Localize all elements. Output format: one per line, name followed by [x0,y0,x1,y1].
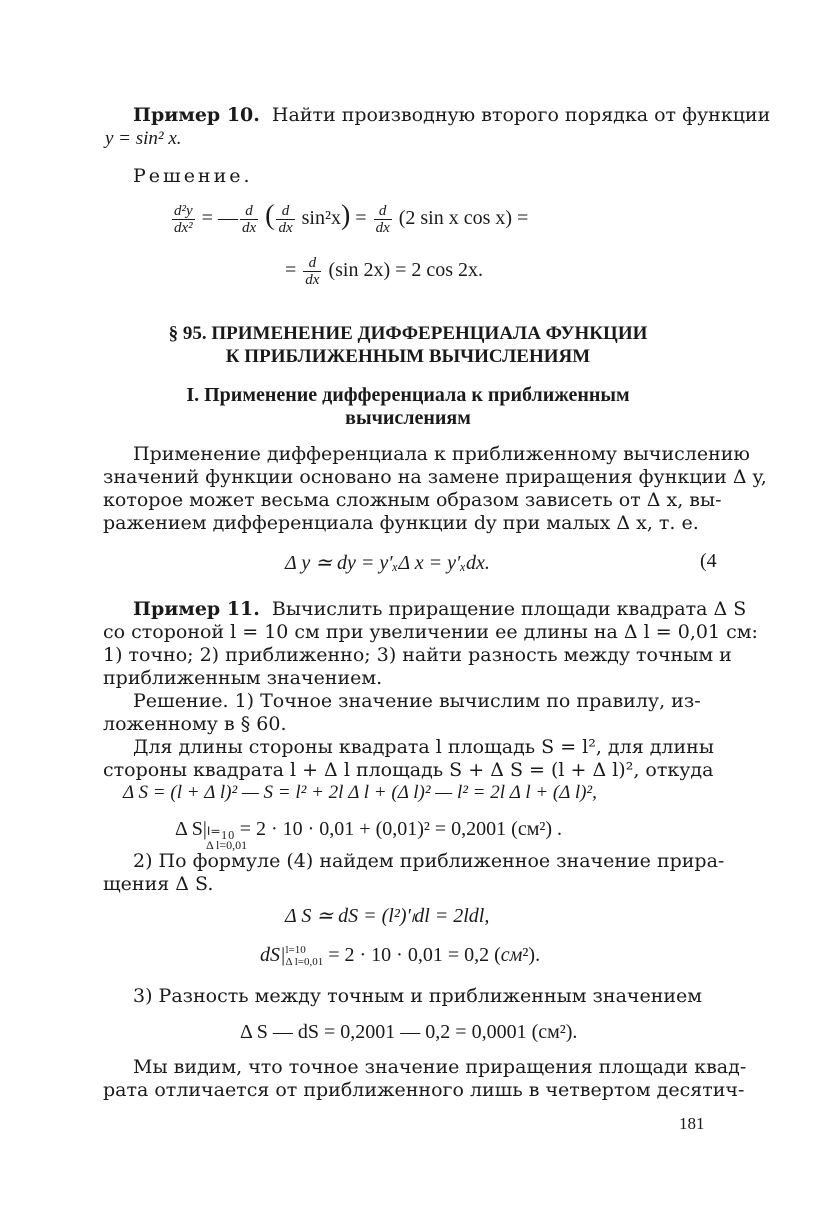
intro-line1: Применение дифференциала к приближенному вычислению [133,443,750,465]
example11-difference: Δ S — dS = 0,2001 — 0,2 = 0,0001 (см²). [240,1021,578,1043]
example11-exact-subscript: Δ l=0,01 [206,838,248,852]
equation-second-derivative-cont: = $\frac{d}{dx}$ (sin 2x) = 2 cos 2x. [285,255,484,288]
example11-line4: приближенным значением. [103,667,383,689]
fraction-d-dx: $\frac{d}{dx}$ [241,202,257,236]
closing-line2: рата отличается от приближенного лишь в четвертом десятич- [103,1079,745,1101]
example10-text1: Найти производную второго порядка от функции [271,104,771,126]
example11-text1: Вычислить приращение площади квадрата Δ S [271,598,747,620]
intro-line2: значений функции основано на замене приращения функции Δ y, [103,466,767,488]
example10-solution-label: Решение. [133,165,253,187]
example11-part3: 3) Разность между точным и приближенным значением [133,985,703,1007]
approx-sub: Δ l=0,01 [285,956,324,969]
example11-differential: Δ S ≃ dS = (l²)′ₗdl = 2ldl, [285,905,490,927]
example11-title: Пример 11. [133,598,260,620]
example11-delta-s-expansion: Δ S = (l + Δ l)² — S = l² + 2l Δ l + (Δ l)² — l² = 2l Δ l + (Δ l)², [123,782,597,803]
sin-squared: sin²x [301,207,341,229]
approx-sup: l=10 [285,944,306,957]
intro-line4: ражением дифференциала функции dy при малых Δ x, т. е. [103,512,699,534]
example11-part2-line2: щения Δ S. [103,873,214,895]
fraction-d2y-dx2: $\frac{\text{d²y}}{\text{dx²}}$ [174,202,193,236]
fraction-d-dx-2: $\frac{d}{dx}$ [375,202,390,236]
formula-4: Δ y ≃ dy = y′ₓΔ x = y′ₓdx. [285,552,490,574]
example10-function: y = sin² x. [105,128,182,149]
example11-line1 [133,598,746,620]
example11-exact-value: Δ S|ₗ₌₁₀ = 2 · 10 · 0,01 + (0,01)² = 0,2001 (см²) . [175,818,563,840]
eq2-right: (sin 2x) = 2 cos 2x. [328,259,484,282]
fraction-d-dx-3: $\frac{d}{dx}$ [305,255,320,288]
example11-solution-line4: стороны квадрата l + Δ l площадь S + Δ S = (l + Δ l)², откуда [103,759,714,781]
section-95-title-line1: § 95. ПРИМЕНЕНИЕ ДИФФЕРЕНЦИАЛА ФУНКЦИИ [168,323,648,344]
example11-line3: 1) точно; 2) приближенно; 3) найти разность между точным и [103,644,732,666]
eq1-right: (2 sin x cos x) = [398,207,529,229]
example11-solution-line2: ложенному в § 60. [103,713,287,735]
example11-part2-line1: 2) По формуле (4) найдем приближенное значение прира- [133,850,725,872]
example10-title: Пример 10. [133,104,260,126]
subsection-title-line2: вычислениям [345,407,471,429]
example11-line2: со стороной l = 10 см при увеличении ее длины на Δ l = 0,01 см: [103,621,758,643]
equation-second-derivative: $\frac{\text{d²y}}{\text{dx²}}$ = — $\frac{d}{dx}$ ( $\frac{d}{dx}$ sin²x) = $\frac{d}{dx}$ (2 sin x cos x) = [174,200,529,236]
section-95-title-line2: К ПРИБЛИЖЕННЫМ ВЫЧИСЛЕНИЯМ [225,346,591,367]
intro-line3: которое может весьма сложным образом зависеть от Δ x, вы- [103,489,722,511]
fraction-d-dx-inner: $\frac{d}{dx}$ [278,202,293,236]
formula-4-number: (4 [700,550,717,572]
closing-line1: Мы видим, что точное значение приращения площади квад- [133,1056,747,1078]
example10-line1 [133,104,770,126]
example11-approx-value: dS| l=10 Δ l=0,01 = 2 · 10 · 0,01 = 0,2 (см²). [260,944,541,969]
example11-solution-line1: Решение. 1) Точное значение вычислим по правилу, из- [133,690,701,712]
example11-solution-line3: Для длины стороны квадрата l площадь S = l², для длины [133,736,714,758]
page-number: 181 [679,1114,705,1133]
subsection-title-line1: I. Применение дифференциала к приближенным [186,384,630,406]
